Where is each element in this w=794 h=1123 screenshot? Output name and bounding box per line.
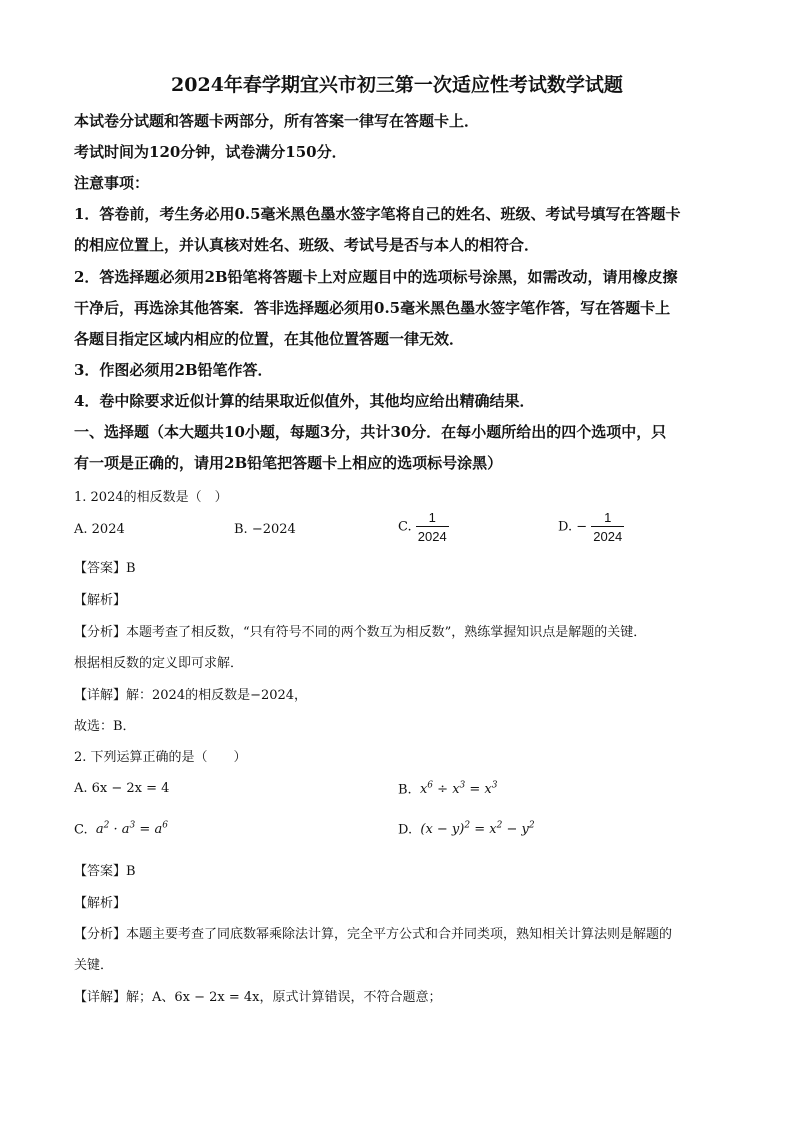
q1-option-c (398, 510, 449, 544)
q1-option-d-fraction (591, 510, 624, 544)
q1-d-numerator: 1 (591, 510, 624, 527)
q1-answer: 【答案】B (74, 561, 136, 576)
q2-fenxi-2: 关键． (74, 958, 114, 973)
q1-c-numerator: 1 (416, 510, 449, 527)
q1-option-a: A. 2024 (74, 522, 125, 537)
q2-option-b-label: B. (398, 782, 412, 798)
section-heading-1: 一、选择题（本大题共10小题，每题3分，共计30分．在每小题所给出的四个选项中，只 (74, 423, 667, 441)
q2-answer: 【答案】B (74, 864, 136, 879)
q1-detail: 【详解】解：2024的相反数是−2024， (74, 688, 308, 703)
page-title: 2024年春学期宜兴市初三第一次适应性考试数学试题 (171, 74, 623, 96)
q1-fenxi-1: 【分析】本题考查了相反数，“只有符号不同的两个数互为相反数”，熟练掌握知识点是解题的关键． (74, 625, 647, 640)
q2-option-d (398, 821, 535, 837)
section-heading-2: 有一项是正确的，请用2B铅笔把答题卡上相应的选项标号涂黑） (74, 454, 503, 472)
note-1a: 1．答卷前，考生务必用0.5毫米黑色墨水签字笔将自己的姓名、班级、考试号填写在答题卡 (74, 205, 681, 223)
q2-fenxi-1: 【分析】本题主要考查了同底数幂乘除法计算，完全平方公式和合并同类项，熟知相关计算法则是解题的 (74, 927, 673, 942)
q2-detail: 【详解】解；A、6x − 2x = 4x，原式计算错误，不符合题意； (74, 990, 442, 1005)
q1-stem: 1. 2024的相反数是（ ） (74, 490, 228, 505)
q1-option-c-label: C. (398, 519, 412, 535)
q2-stem: 2. 下列运算正确的是（ ） (74, 750, 247, 765)
q2-option-b-expr: $x^6 \div x^3 = x^3$ (415, 781, 498, 798)
q2-option-c (74, 821, 168, 837)
note-4: 4．卷中除要求近似计算的结果取近似值外，其他均应给出精确结果． (74, 392, 535, 410)
note-2c: 各题目指定区域内相应的位置，在其他位置答题一律无效． (74, 330, 465, 348)
q1-c-denominator: 2024 (417, 529, 447, 544)
q2-option-b (398, 781, 498, 797)
q1-choose: 故选：B． (74, 719, 136, 734)
note-1b: 的相应位置上，并认真核对姓名、班级、考试号是否与本人的相符合． (74, 236, 540, 254)
note-2b: 干净后，再选涂其他答案．答非选择题必须用0.5毫米黑色墨水签字笔作答，写在答题卡上 (74, 299, 671, 317)
q1-option-c-fraction (416, 510, 449, 544)
q2-analysis: 【解析】 (74, 896, 127, 911)
q1-d-denominator: 2024 (593, 529, 623, 544)
note-3: 3．作图必须用2B铅笔作答． (74, 361, 273, 379)
q1-option-d-label: D. − (558, 519, 588, 535)
q2-option-a: A. 6x − 2x = 4 (74, 781, 170, 796)
q1-option-d (558, 510, 624, 544)
intro-line-2: 考试时间为120分钟，试卷满分150分． (74, 143, 347, 161)
notes-heading: 注意事项： (74, 174, 150, 192)
intro-line-1: 本试卷分试题和答题卡两部分，所有答案一律写在答题卡上． (74, 112, 480, 130)
q2-option-d-expr: $(x - y)^2 = x^2 - y^2$ (416, 821, 535, 838)
q1-option-b: B. −2024 (234, 522, 296, 537)
q1-fenxi-2: 根据相反数的定义即可求解． (74, 656, 244, 671)
q1-analysis: 【解析】 (74, 593, 127, 608)
q2-option-c-expr: $a^2 \cdot a^3 = a^6$ (91, 821, 168, 838)
note-2a: 2．答选择题必须用2B铅笔将答题卡上对应题目中的选项标号涂黑，如需改动，请用橡皮擦 (74, 268, 678, 286)
q2-option-d-label: D. (398, 822, 413, 838)
q2-option-c-label: C. (74, 822, 88, 838)
